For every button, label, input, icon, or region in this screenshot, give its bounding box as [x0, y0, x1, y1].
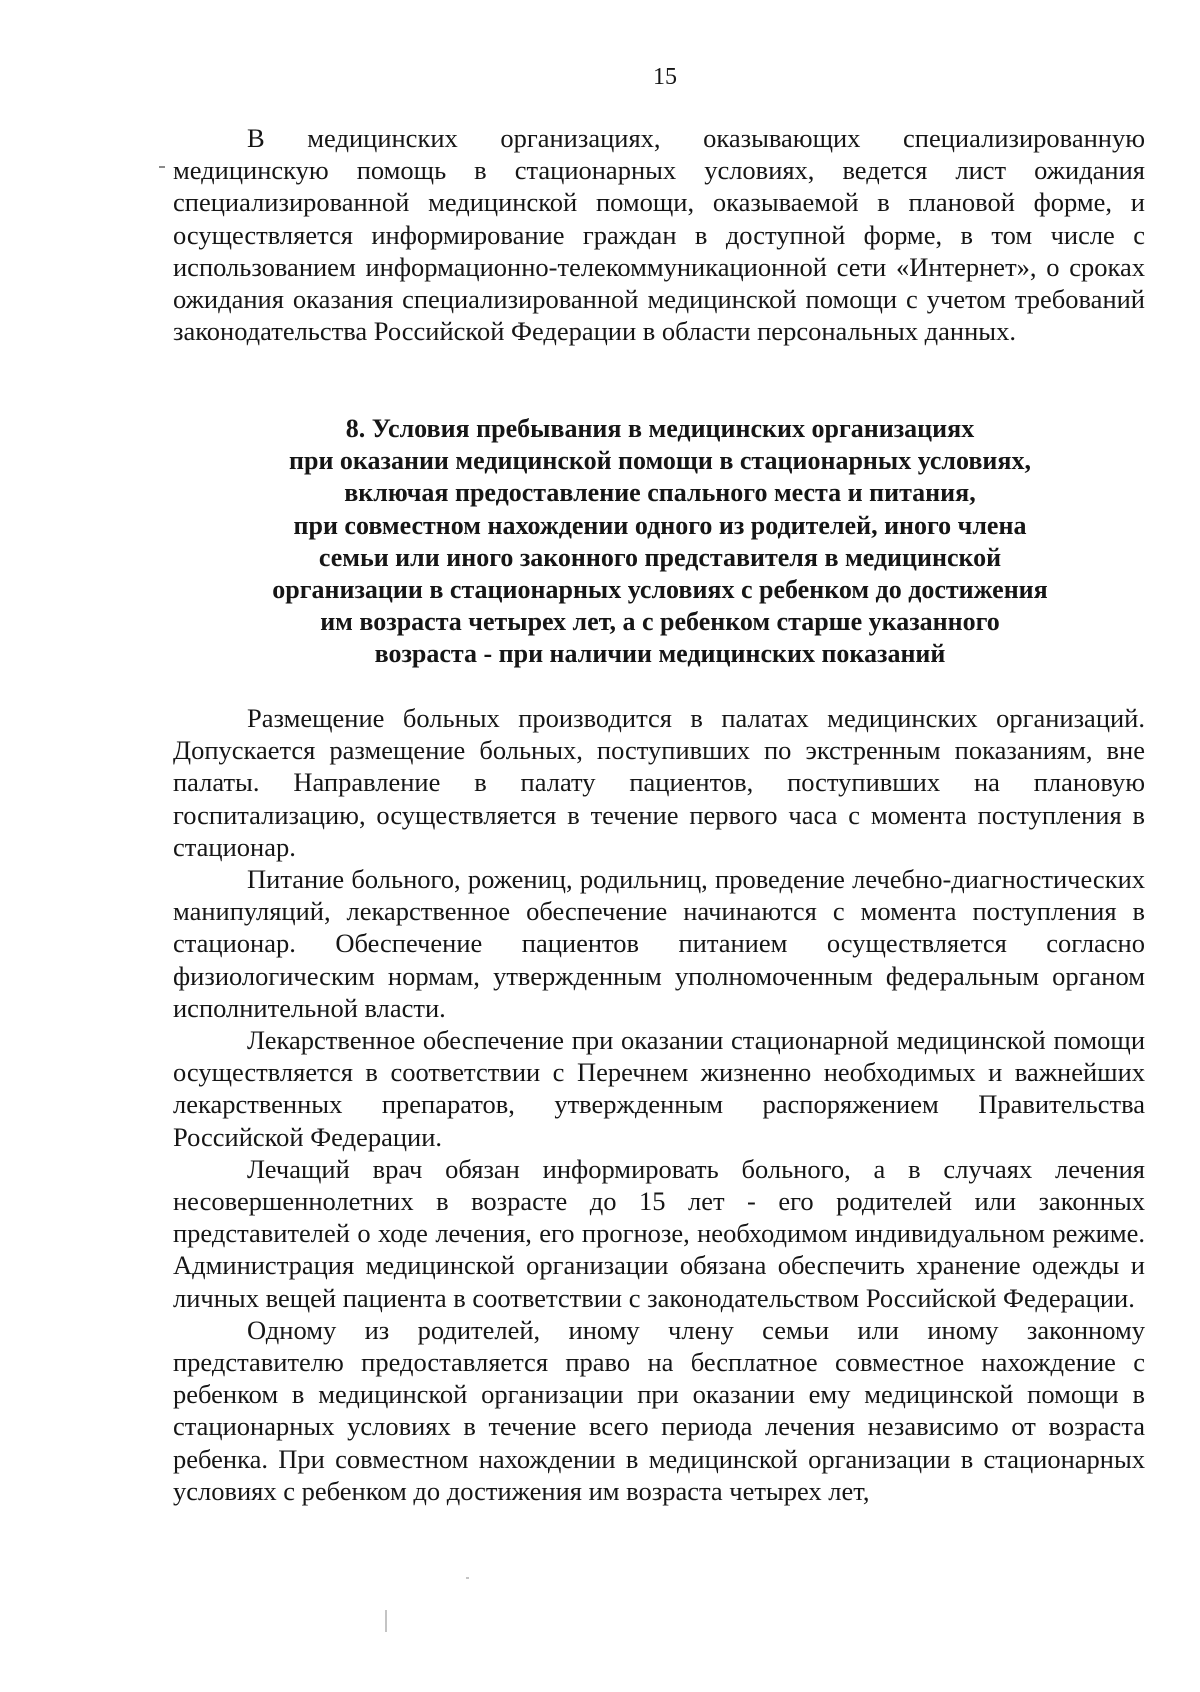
section-body: [173, 702, 1145, 1507]
paragraph-nutrition: Питание больного, рожениц, родильниц, проведение лечебно-диагностических манипуляций, лекарственное обеспечение начинаются с момента поступления в стационар. Обеспечение пациентов питанием осуществляется согласно физиологическим нормам, утвержденным уполномоченным федеральным органом исполнительной власти.: [173, 864, 1145, 1023]
paragraph-medication: Лекарственное обеспечение при оказании стационарной медицинской помощи осуществляется в соответствии с Перечнем жизненно необходимых и важнейших лекарственных препаратов, утвержденным распоряжением Правительства Российской Федерации.: [173, 1025, 1145, 1152]
heading-line: включая предоставление спального места и питания,: [344, 478, 976, 508]
heading-line: семьи или иного законного представителя в медицинской: [318, 542, 1002, 572]
scan-mark: [159, 166, 165, 168]
heading-line: при совместном нахождении одного из родителей, иного члена: [293, 510, 1027, 540]
paragraph-placement: Размещение больных производится в палатах медицинских организаций. Допускается размещение больных, поступивших по экстренным показаниям, вне палаты. Направление в палату пациентов, поступивших на плановую госпитализацию, осуществляется в течение первого часа с момента поступления в стационар.: [173, 703, 1145, 862]
intro-block: [173, 122, 1145, 347]
heading-line: 8. Условия пребывания в медицинских организациях: [345, 414, 975, 443]
scan-mark: [466, 1577, 469, 1579]
heading-line: возраста - при наличии медицинских показаний: [374, 639, 946, 669]
intro-paragraph: В медицинских организациях, оказывающих специализированную медицинскую помощь в стационарных условиях, ведется лист ожидания специализированной медицинской помощи, оказываемой в плановой форме, и осуществляется информирование граждан в доступной форме, в том числе с использованием информационно-телекоммуникационной сети «Интернет», о сроках ожидания оказания специализированной медицинской помощи с учетом требований законодательства Российской Федерации в области персональных данных.: [173, 123, 1145, 347]
heading-line: при оказании медицинской помощи в стационарных условиях,: [289, 446, 1031, 476]
scan-mark: [385, 1610, 387, 1632]
paragraph-physician-duties: Лечащий врач обязан информировать больного, а в случаях лечения несовершеннолетних в возрасте до 15 лет - его родителей или законных представителей о ходе лечения, его прогнозе, необходимом индивидуальном режиме. Администрация медицинской организации обязана обеспечить хранение одежды и личных вещей пациента в соответствии с законодательством Российской Федерации.: [173, 1153, 1145, 1313]
section-heading: [200, 413, 1120, 671]
heading-line: организации в стационарных условиях с ребенком до достижения: [272, 575, 1048, 605]
heading-line: им возраста четырех лет, а с ребенком старше указанного: [320, 607, 1000, 637]
paragraph-parent-stay: Одному из родителей, иному члену семьи или иному законному представителю предоставляется право на бесплатное совместное нахождение с ребенком в медицинской организации при оказании ему медицинской помощи в стационарных условиях в течение всего периода лечения независимо от возраста ребенка. При совместном нахождении в медицинской организации в стационарных условиях с ребенком до достижения им возраста четырех лет,: [173, 1314, 1145, 1506]
page-number: 15: [653, 64, 677, 90]
